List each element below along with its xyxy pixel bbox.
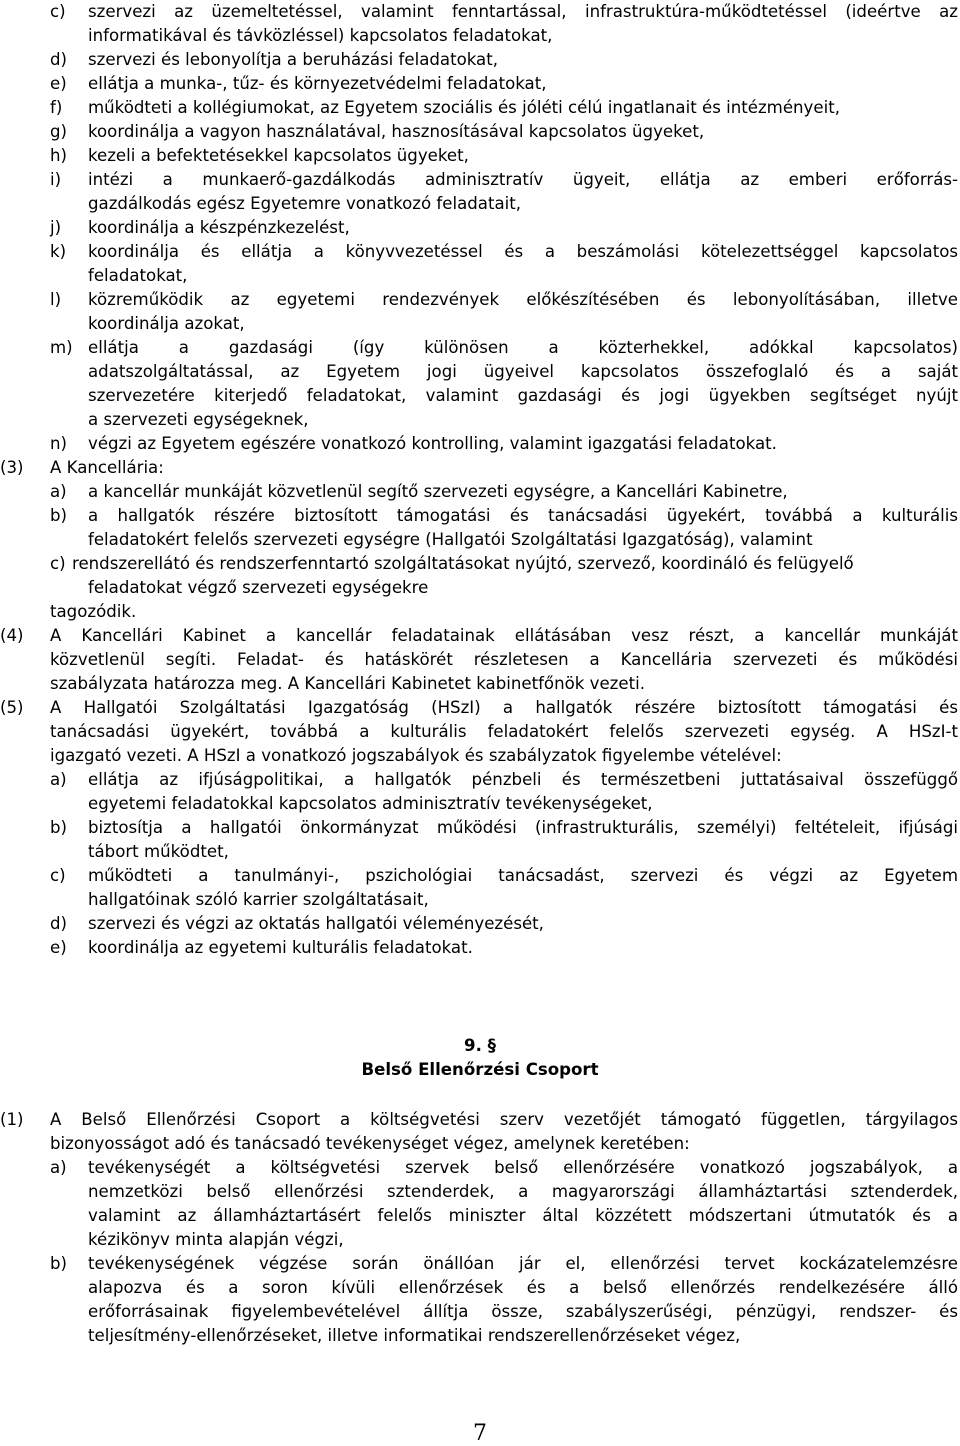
list-marker: l) [50, 290, 62, 309]
text-line: működteti a tanulmányi-, pszichológiai tanácsadást, szervezi és végzi az Egyetem [88, 866, 958, 885]
text-line: tábort működtet, [88, 842, 229, 861]
list-marker: e) [50, 74, 67, 93]
list-marker: e) [50, 938, 67, 957]
text-line: koordinálja azokat, [88, 314, 245, 333]
list-marker: m) [50, 338, 73, 357]
text-line: A Belső Ellenőrzési Csoport a költségvetési szerv vezetőjét támogató független, tárgyilagos [50, 1110, 958, 1129]
list-marker: a) [50, 770, 67, 789]
text-line: adatszolgáltatással, az Egyetem jogi ügyeivel kapcsolatos összefoglaló és a saját [88, 362, 958, 381]
text-line: biztosítja a hallgatói önkormányzat működési (infrastrukturális, személyi) feltételeit, ifjúsági [88, 818, 958, 837]
text-line: koordinálja a vagyon használatával, hasznosításával kapcsolatos ügyeket, [88, 122, 705, 141]
text-line: tevékenységének végzése során önállóan jár el, ellenőrzési tervet kockázatelemzésre [88, 1254, 958, 1273]
text-line: A Kancellária: [50, 458, 164, 477]
text-line: feladatokat, [88, 266, 188, 285]
list-marker: (3) [0, 458, 24, 477]
text-line: A Kancellári Kabinet a kancellár feladatainak ellátásában vesz részt, a kancellár munkáját [50, 626, 958, 645]
text-line: feladatokat végző szervezeti egységekre [88, 578, 429, 597]
list-marker: c) [50, 554, 66, 573]
text-line: közvetlenül segíti. Feladat- és hatáskörét részletesen a Kancellária szervezeti és működési [50, 650, 958, 669]
section-number: 9. § [464, 1036, 496, 1055]
text-line: szabályzata határozza meg. A Kancellári Kabinetet kabinetfőnök vezeti. [50, 674, 645, 693]
list-marker: j) [50, 218, 62, 237]
list-marker: (4) [0, 626, 24, 645]
text-line: tagozódik. [50, 602, 137, 621]
text-line: nemzetközi belső ellenőrzési sztenderdek, a magyarországi államháztartási sztenderdek, [88, 1182, 958, 1201]
text-line: gazdálkodás egész Egyetemre vonatkozó feladatait, [88, 194, 522, 213]
text-line: igazgató vezeti. A HSzI a vonatkozó jogszabályok és szabályzatok figyelembe vételével: [50, 746, 782, 765]
text-line: tevékenységét a költségvetési szervek belső ellenőrzésére vonatkozó jogszabályok, a [88, 1158, 958, 1177]
text-line: szervezetére kiterjedő feladatokat, valamint gazdasági és jogi ügyekben segítséget nyújt [88, 386, 958, 405]
text-line: valamint az államháztartásért felelős miniszter által közzétett módszertani útmutatók és a [88, 1206, 958, 1225]
text-line: koordinálja a készpénzkezelést, [88, 218, 350, 237]
list-marker: c) [50, 2, 66, 21]
text-line: kézikönyv minta alapján végzi, [88, 1230, 344, 1249]
list-marker: i) [50, 170, 62, 189]
list-marker: k) [50, 242, 67, 261]
text-line: koordinálja az egyetemi kulturális feladatokat. [88, 938, 473, 957]
list-marker: a) [50, 482, 67, 501]
text-line: hallgatóinak szóló karrier szolgáltatásait, [88, 890, 429, 909]
text-line: erőforrásainak figyelembevételével állítja össze, szabályszerűségi, pénzügyi, rendszer- és [88, 1302, 958, 1321]
text-line: szervezi az üzemeltetéssel, valamint fenntartással, infrastruktúra-működtetéssel (ideértve az [88, 2, 958, 21]
text-line: a hallgatók részére biztosított támogatási és tanácsadási ügyekért, továbbá a kulturális [88, 506, 958, 525]
text-line: koordinálja és ellátja a könyvvezetéssel és a beszámolási kötelezettséggel kapcsolatos [88, 242, 958, 261]
list-marker: h) [50, 146, 67, 165]
list-marker: g) [50, 122, 68, 141]
text-line: ellátja a gazdasági (így különösen a közterhekkel, adókkal kapcsolatos) [88, 338, 958, 357]
text-line: a szervezeti egységeknek, [88, 410, 309, 429]
text-line: kezeli a befektetésekkel kapcsolatos ügyeket, [88, 146, 469, 165]
list-marker: b) [50, 1254, 68, 1273]
text-line: szervezi és lebonyolítja a beruházási feladatokat, [88, 50, 498, 69]
list-marker: f) [50, 98, 63, 117]
page-number: 7 [473, 1421, 487, 1446]
list-marker: c) [50, 866, 66, 885]
list-marker: (5) [0, 698, 24, 717]
text-line: A Hallgatói Szolgáltatási Igazgatóság (HSzI) a hallgatók részére biztosított támogatási és [50, 698, 958, 717]
text-line: a kancellár munkáját közvetlenül segítő szervezeti egységre, a Kancellári Kabinetre, [88, 482, 788, 501]
list-marker: d) [50, 914, 68, 933]
text-line: bizonyosságot adó és tanácsadó tevékenységet végez, amelynek keretében: [50, 1134, 690, 1153]
text-line: ellátja az ifjúságpolitikai, a hallgatók pénzbeli és természetbeni juttatásaival összefüggő [88, 770, 958, 789]
text-line: rendszerellátó és rendszerfenntartó szolgáltatásokat nyújtó, szervező, koordináló és felügyelő [72, 554, 854, 573]
list-marker: (1) [0, 1110, 24, 1129]
section-title: Belső Ellenőrzési Csoport [361, 1060, 599, 1079]
list-marker: b) [50, 506, 68, 525]
text-line: ellátja a munka-, tűz- és környezetvédelmi feladatokat, [88, 74, 547, 93]
text-line: tanácsadási ügyekért, továbbá a kulturális feladatokért felelős szervezeti egység. A HSzI-t [50, 722, 958, 741]
text-line: végzi az Egyetem egészére vonatkozó kontrolling, valamint igazgatási feladatokat. [88, 434, 777, 453]
list-marker: d) [50, 50, 68, 69]
text-line: alapozva és a soron kívüli ellenőrzések és a belső ellenőrzés rendelkezésére álló [88, 1278, 958, 1297]
text-line: egyetemi feladatokkal kapcsolatos adminisztratív tevékenységeket, [88, 794, 653, 813]
text-line: intézi a munkaerő-gazdálkodás adminisztratív ügyeit, ellátja az emberi erőforrás- [88, 170, 958, 189]
list-marker: b) [50, 818, 68, 837]
text-line: szervezi és végzi az oktatás hallgatói véleményezését, [88, 914, 544, 933]
text-line: közreműködik az egyetemi rendezvények előkészítésében és lebonyolításában, illetve [88, 290, 958, 309]
list-marker: n) [50, 434, 67, 453]
list-marker: a) [50, 1158, 67, 1177]
text-line: feladatokért felelős szervezeti egységre (Hallgatói Szolgáltatási Igazgatóság), valamint [88, 530, 813, 549]
text-line: informatikával és távközléssel) kapcsolatos feladatokat, [88, 26, 553, 45]
text-line: működteti a kollégiumokat, az Egyetem szociális és jóléti célú ingatlanait és intézményeit, [88, 98, 840, 117]
text-line: teljesítmény-ellenőrzéseket, illetve informatikai rendszerellenőrzéseket végez, [88, 1326, 741, 1345]
